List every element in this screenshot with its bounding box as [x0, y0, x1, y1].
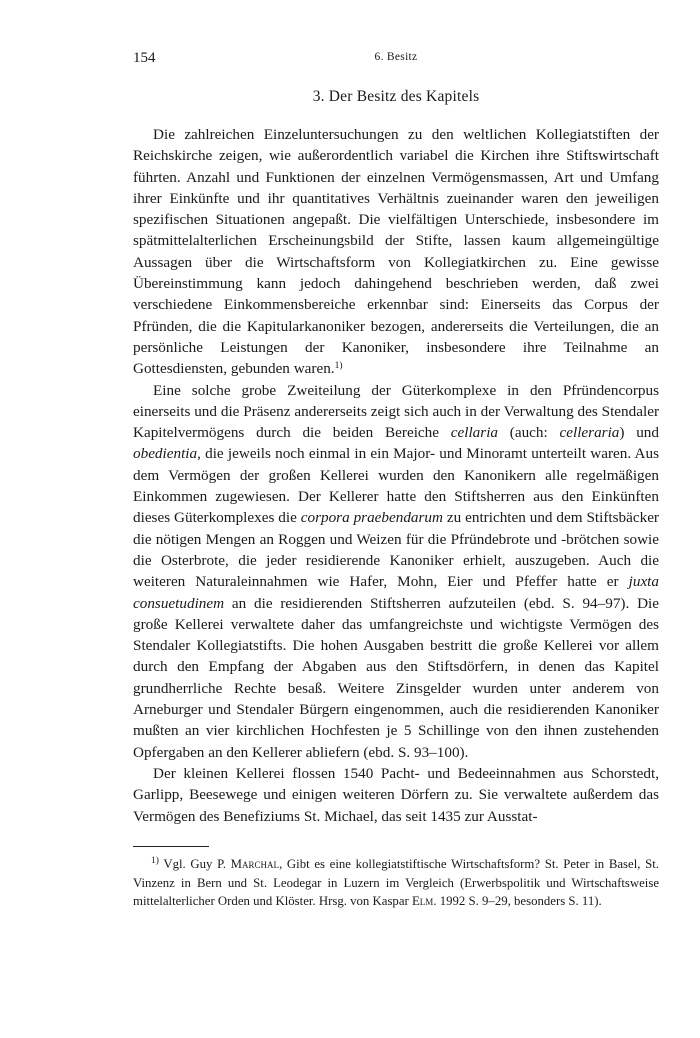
running-head: [133, 50, 659, 70]
footnote-editor: Elm: [411, 894, 434, 909]
paragraph-2-text: ) und: [619, 424, 659, 442]
footnote-text: , Gibt es eine kollegiatstiftische Wirtschaftsform? St. Peter in Basel, St. Vinzenz in Bern und St. Leodegar in Luzern im Vergleich (Erwerbspolitik und Wirtschaftsweise mittelalterlicher Orden und Klöster. Hrsg. von Kaspar: [133, 857, 659, 909]
paragraph-2: [133, 380, 659, 763]
footnote-rule: [133, 846, 209, 847]
italic-term: celleraria: [559, 424, 620, 442]
paragraph-1: [133, 124, 659, 380]
paragraph-3: Der kleinen Kellerei flossen 1540 Pacht- und Bedeeinnahmen aus Schorstedt, Garlipp, Beesewege und einigen weiteren Dörfern zu. Sie verwaltete außerdem das Vermögen des Benefiziums St. Michael, das seit 1435 zur Ausstat-: [133, 764, 659, 825]
italic-term: obedientia: [133, 445, 198, 463]
body-text: [133, 124, 659, 827]
running-title: 6. Besitz: [374, 51, 418, 63]
paragraph-1-text: Die zahlreichen Einzeluntersuchungen zu den weltlichen Kollegiatstiften der Reichskirche zeigen, wie außerordentlich variabel die Kirchen ihre Stiftswirtschaft führten. Anzahl und Funktionen der einzelnen Vermögensmassen, Art und Umfang ihrer Einkünfte und ihr quantitatives Verhältnis zueinander waren den jeweiligen spezifischen Situationen angepaßt. Die vielfältigen Unterschiede, insbesondere im spätmittelalterlichen Erscheinungsbild der Stifte, lassen kaum allgemeingültige Aussagen über die Wirtschaftsform von Kollegiatkirchen zu. Eine gewisse Übereinstimmung kann jedoch dahingehend beschrieben werden, daß zwei verschiedene Einkommensbereiche erkennbar sind: Einerseits das Corpus der Pfründen, die die Kapitularkanoniker bezogen, andererseits die Verteilungen, die an persönliche Leistungen der Kanoniker, insbesondere ihre Teilnahme an Gottesdiensten, gebunden waren.: [133, 126, 659, 378]
footnote-text: . 1992 S. 9–29, besonders S. 11).: [433, 894, 602, 909]
footnote-reference[interactable]: 1): [334, 361, 343, 372]
footnote-text: Vgl. Guy P.: [158, 857, 231, 871]
page-number: 154: [133, 50, 156, 66]
footnote: [133, 855, 659, 911]
paragraph-2-text: (auch:: [498, 424, 560, 442]
footnote-author: Marchal: [230, 857, 280, 871]
italic-term: juxta consuetudinem: [133, 573, 659, 612]
paragraph-2-text: , die jeweils noch einmal in ein Major- und Minoramt unterteilt waren. Aus dem Vermögen der großen Kellerei wurden den Kanonikern alle regelmäßigen Einkommen zugewiesen. Der Kellerer hatte den Stiftsherren aus den Einkünften dieses Güterkomplexes die: [133, 445, 659, 527]
italic-term: corpora praebendarum: [300, 509, 443, 527]
footnote-marker: 1): [151, 856, 159, 866]
italic-term: cellaria: [450, 424, 499, 442]
section-title: 3. Der Besitz des Kapitels: [312, 88, 480, 105]
paragraph-2-text: zu entrichten und dem Stiftsbäcker die nötigen Mengen an Roggen und Weizen für die Pfründebrote und -brötchen sowie die Osterbrote, die jeder residierende Kanoniker erhielt, auszugeben. Auch die weiteren Naturaleinnahmen wie Hafer, Mohn, Eier und Pfeffer hatte er: [133, 509, 659, 591]
paragraph-2-text: Eine solche grobe Zweiteilung der Güterkomplexe in den Pfründencorpus einerseits und die Präsenz andererseits zeigt sich auch in der Verwaltung des Stendaler Kapitelvermögens durch die beiden Bereiche: [133, 381, 659, 442]
paragraph-2-text: an die residierenden Stiftsherren aufzuteilen (ebd. S. 94–97). Die große Kellerei verwaltete daher das umfangreichste und wichtigste Vermögen des Stendaler Kollegiatstifts. Die hohen Ausgaben bestritt die große Kellerei vor allem durch den Empfang der Abgaben aus den Stiftsdörfern, in denen das Kapitel grundherrliche Rechte besaß. Weitere Zinsgelder wurden unter anderem von Arneburger und Stendaler Bürgern eingenommen, auch die residierenden Kanoniker mußten an vier kirchlichen Hochfesten je 5 Schillinge von den ihnen zustehenden Opfergaben an den Kellerer abliefern (ebd. S. 93–100).: [133, 594, 659, 761]
